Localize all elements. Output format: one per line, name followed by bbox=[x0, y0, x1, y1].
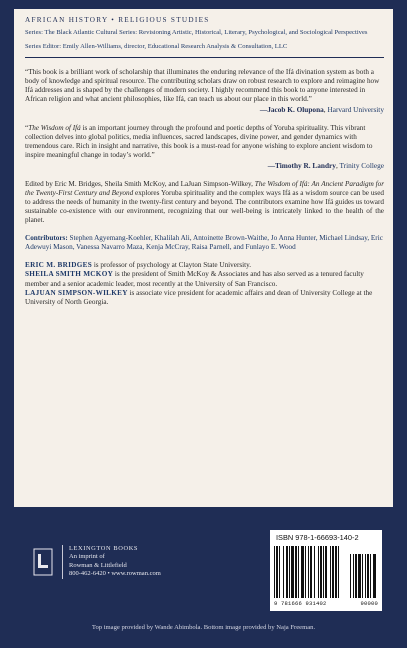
barcode-bar bbox=[283, 546, 284, 598]
contributors bbox=[25, 234, 384, 252]
barcode-bar bbox=[279, 546, 280, 598]
barcode-bar bbox=[298, 546, 299, 598]
barcode-bar bbox=[338, 546, 339, 598]
publisher-imprint: An imprint of bbox=[69, 553, 105, 561]
endorsement-2-attribution: —Timothy R. Landry, Trinity College bbox=[267, 161, 384, 171]
editor-bio: SHEILA SMITH MCKOY is the president of Smith McKoy & Associates and has also served as a tenured faculty member and a senior academic leader, most recently at the University of San Francisco. bbox=[25, 270, 364, 288]
publisher-parent: Rowman & Littlefield bbox=[69, 561, 127, 569]
barcode-bar bbox=[332, 546, 334, 598]
book-description: Edited by Eric M. Bridges, Sheila Smith McKoy, and LaJuan Simpson-Wilkey, The Wisdom of Ifá: An Ancient Paradigm for the Twenty-First Century and Beyond explores Yoruba spirituality and the complex ways Ifá as a wisdom source can be used to address the needs of humanity in the twenty-first century and beyond. The contributors examine how Ifá guides us toward sustainable co-existence with our environment, recognizing that our well-being is intricately linked to the health of the planet. bbox=[25, 179, 384, 225]
contributors-names: Stephen Agyemang-Koehler, Khalilah Ali, Antoinette Brown-Waithe, Jo Anna Hunter, Michael Lindsay, Eric Adewuyi Mason, Vanessa Navarro Maza, Kenja McCray, Raisa Parnell, and Funlayo E. Wood bbox=[25, 234, 383, 252]
barcode-bar bbox=[330, 546, 331, 598]
barcode-bar bbox=[320, 546, 322, 598]
lexington-logo-icon bbox=[33, 548, 53, 576]
barcode-bar bbox=[318, 546, 319, 598]
barcode-bar bbox=[291, 546, 294, 598]
endorser-name: —Timothy R. Landry bbox=[267, 161, 336, 171]
barcode-bar bbox=[314, 546, 315, 598]
barcode-bar bbox=[350, 554, 351, 598]
publisher-info bbox=[62, 545, 199, 579]
category-line: AFRICAN HISTORY • RELIGIOUS STUDIES bbox=[25, 16, 210, 24]
barcode-bar bbox=[367, 554, 369, 598]
barcode-bar bbox=[305, 546, 306, 598]
isbn-barcode bbox=[270, 530, 382, 611]
editor-bio: ERIC M. BRIDGES is professor of psychology at Clayton State University. bbox=[25, 261, 252, 270]
barcode-bar bbox=[373, 554, 376, 598]
text-panel bbox=[14, 9, 393, 507]
barcode-bar bbox=[365, 554, 366, 598]
isbn-number: ISBN 978-1-66693-140-2 bbox=[276, 533, 359, 542]
endorsement-1: “This book is a brilliant work of scholarship that illuminates the enduring relevance of the Ifá divination system as both a body of knowledge and spiritual resource. The contributing scholars draw on robust research to explore and reimagine how Ifá addresses and is shaped by the challenges of modern society. I highly recommend this book to anyone interested in African religion and what ancient philosophies, like Ifá, can teach us about our place in this world.” bbox=[25, 67, 380, 104]
barcode-bar bbox=[274, 546, 275, 598]
barcode-bar bbox=[358, 554, 361, 598]
endorser-name: —Jacob K. Olupona bbox=[259, 105, 324, 115]
series-line: Series: The Black Atlantic Cultural Series: Revisioning Artistic, Historical, Literary, Psychological, and Sociological Perspectives bbox=[25, 29, 368, 36]
barcode-bar bbox=[310, 546, 312, 598]
book-title: The Wisdom of Ifá bbox=[28, 123, 81, 132]
publisher-name: LEXINGTON BOOKS bbox=[69, 545, 139, 552]
contributors-label: Contributors: bbox=[25, 234, 68, 243]
barcode-bar bbox=[295, 546, 297, 598]
barcode-bar bbox=[370, 554, 371, 598]
barcode-bar bbox=[286, 546, 288, 598]
endorsement-2: “The Wisdom of Ifá is an important journey through the profound and poetic depths of Yoruba spirituality. This vibrant collection delves into global politics, media influences, sacred landscapes, divine power, and gender dynamics with tremendous care. Rich in insight and narrative, this book is a must-read for anyone wishing to explore ancient wisdom to inspire meaningful change in today’s world.” bbox=[25, 123, 373, 160]
barcode-bar bbox=[325, 546, 327, 598]
barcode-bar bbox=[276, 546, 278, 598]
barcode-bars bbox=[274, 546, 378, 600]
barcode-bar bbox=[362, 554, 363, 598]
endorser-affiliation: Trinity College bbox=[339, 161, 384, 171]
endorser-affiliation: Harvard University bbox=[327, 105, 384, 115]
barcode-bar bbox=[301, 546, 304, 598]
series-editor-line: Series Editor: Emily Allen-Williams, director, Educational Research Analysis & Consultation, LLC bbox=[25, 42, 288, 50]
endorsement-1-attribution: —Jacob K. Olupona, Harvard University bbox=[259, 105, 384, 115]
barcode-bar bbox=[323, 546, 324, 598]
barcode-bar bbox=[355, 554, 357, 598]
barcode-bar bbox=[308, 546, 309, 598]
barcode-bar bbox=[335, 546, 337, 598]
barcode-bar bbox=[353, 554, 354, 598]
book-full-title: The Wisdom of Ifá: An Ancient Paradigm for the Twenty-First Century and Beyond bbox=[25, 179, 384, 197]
image-credits: Top image provided by Wande Abimbola. Bottom image provided by Naja Freeman. bbox=[91, 624, 316, 631]
editor-bio: LAJUAN SIMPSON-WILKEY is associate vice president for academic affairs and dean of University College at the University of North Georgia. bbox=[25, 288, 373, 306]
publisher-contact: 800-462-6420 • www.rowman.com bbox=[69, 570, 161, 578]
barcode-digits: 9 781666 931402 90000 bbox=[274, 600, 378, 607]
barcode-bar bbox=[289, 546, 290, 598]
divider bbox=[25, 57, 384, 58]
